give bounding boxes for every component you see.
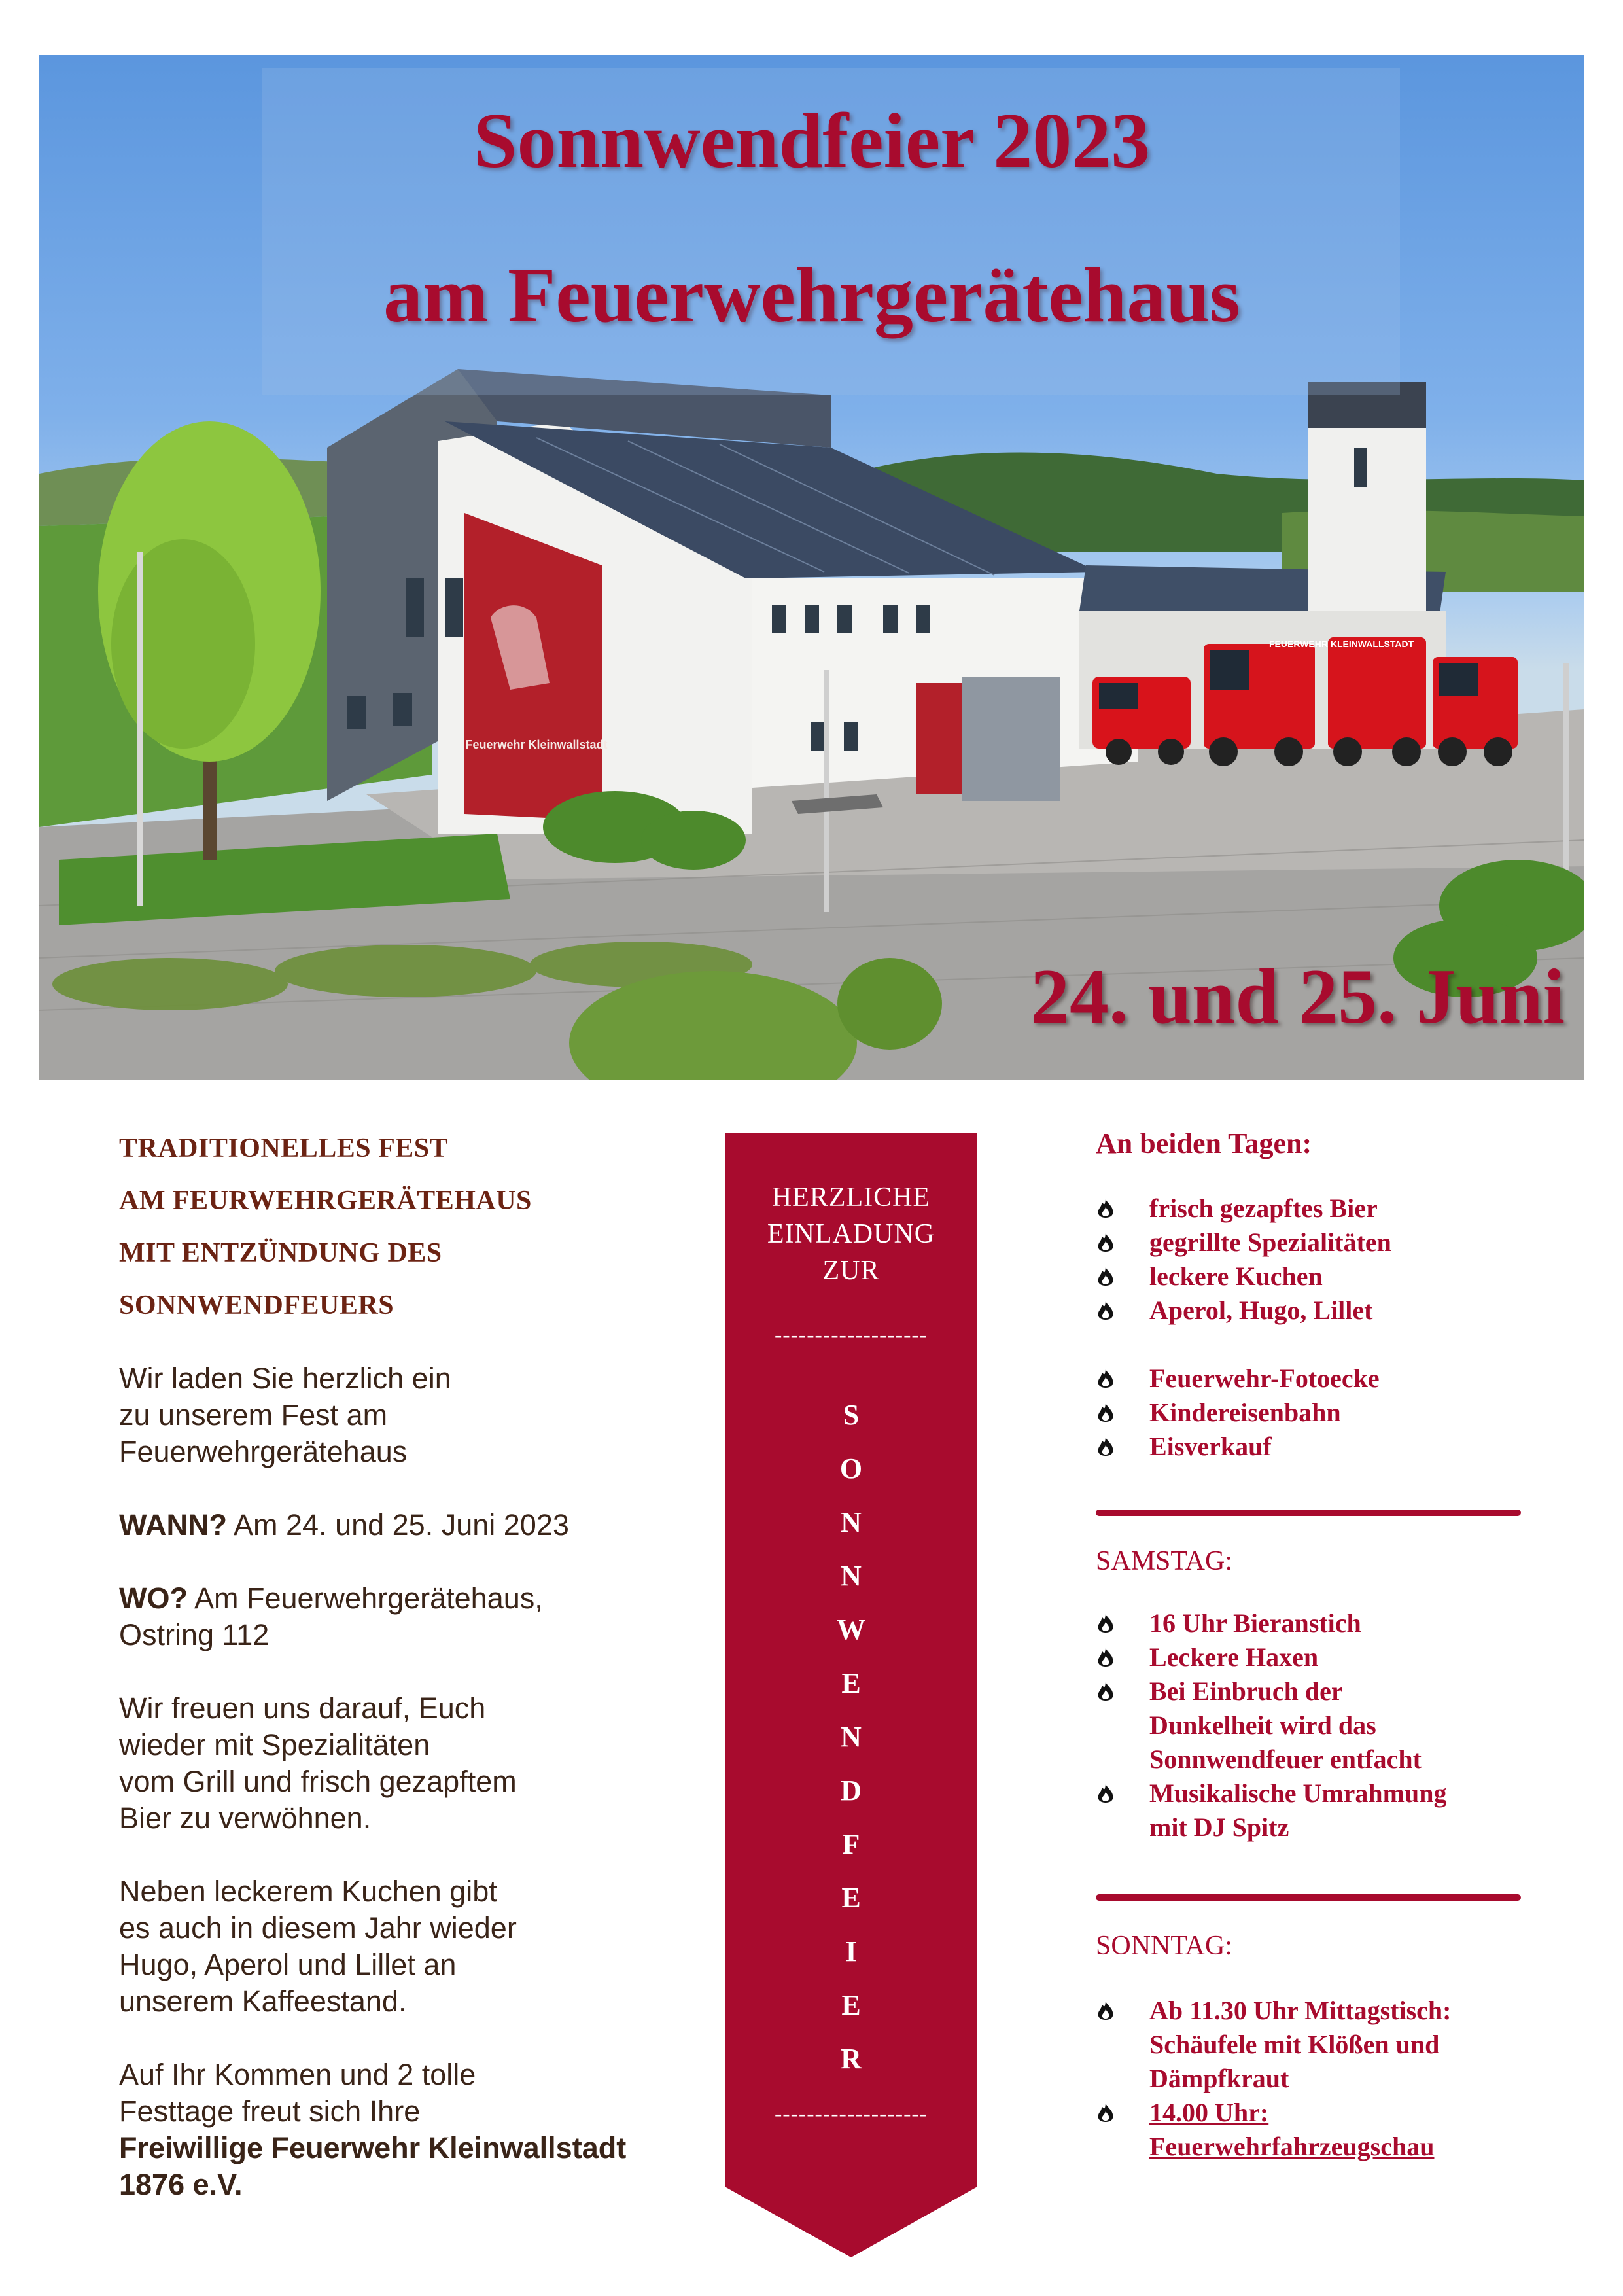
flame-icon <box>1096 1613 1115 1635</box>
when-value: Am 24. und 25. Juni 2023 <box>226 1508 569 1542</box>
banner-letter: O <box>839 1453 863 1485</box>
item-label: Sonnwendfeuer entfacht <box>1149 1744 1422 1774</box>
banner-letter: I <box>845 1935 857 1968</box>
banner-letter: E <box>841 1989 861 2021</box>
text-line: wieder mit Spezialitäten <box>119 1728 430 1761</box>
flame-icon <box>1096 1681 1115 1703</box>
traditional-heading <box>119 1122 708 1332</box>
invite-line: EINLADUNG <box>767 1219 935 1249</box>
event-date: 24. und 25. Juni <box>1030 953 1565 1040</box>
signature-name: Freiwillige Feuerwehr Kleinwallstadt <box>119 2131 627 2164</box>
heading-line: AM FEURWEHRGERÄTEHAUS <box>119 1186 532 1216</box>
hero-photo <box>39 55 1584 1080</box>
right-column <box>1096 1122 1567 2164</box>
flame-icon <box>1096 2102 1115 2125</box>
banner-letter: N <box>841 1560 862 1592</box>
text-line: es auch in diesem Jahr wieder <box>119 1911 517 1945</box>
list-item <box>1096 1640 1567 1674</box>
item-label: Bei Einbruch der <box>1149 1676 1343 1706</box>
invite-line: ZUR <box>822 1256 880 1286</box>
flame-icon <box>1096 1266 1115 1288</box>
banner-letter: S <box>843 1399 860 1431</box>
item-label: 16 Uhr Bieranstich <box>1149 1608 1361 1638</box>
item-label: leckere Kuchen <box>1149 1262 1323 1291</box>
text-line: Wir freuen uns darauf, Euch <box>119 1691 486 1725</box>
text-line: Wir laden Sie herzlich ein <box>119 1362 451 1395</box>
event-subtitle: am Feuerwehrgerätehaus <box>383 251 1240 338</box>
both-days-list-extra <box>1096 1362 1567 1464</box>
flame-icon <box>1096 1300 1115 1322</box>
flame-icon <box>1096 1368 1115 1390</box>
flame-icon <box>1096 1232 1115 1254</box>
text-line: Neben leckerem Kuchen gibt <box>119 1875 497 1908</box>
text-line: Hugo, Aperol und Lillet an <box>119 1948 457 1981</box>
item-label: Ab 11.30 Uhr Mittagstisch: <box>1149 1996 1452 2025</box>
text-line: vom Grill und frisch gezapftem <box>119 1765 517 1798</box>
text-line: Festtage freut sich Ihre <box>119 2094 421 2128</box>
left-column <box>119 1122 708 2203</box>
text-line: zu unserem Fest am <box>119 1398 388 1432</box>
banner-letter: D <box>841 1775 862 1807</box>
invitation-banner <box>725 1133 977 2257</box>
list-item <box>1096 2096 1567 2164</box>
banner-invite <box>725 1179 977 1289</box>
saturday-heading: SAMSTAG: <box>1096 1546 1233 1576</box>
sunday-list <box>1096 1994 1567 2164</box>
flame-icon <box>1096 1198 1115 1220</box>
list-item <box>1096 1260 1567 1294</box>
address-line: Ostring 112 <box>119 1618 270 1651</box>
banner-divider-top: ------------------- <box>774 1323 928 1347</box>
banner-letter: E <box>841 1667 861 1699</box>
event-title: Sonnwendfeier 2023 <box>473 97 1151 184</box>
flame-icon <box>1096 1402 1115 1424</box>
flame-icon <box>1096 1647 1115 1669</box>
invitation-text <box>119 1360 708 2203</box>
flame-icon <box>1096 2000 1115 2022</box>
when-label: WANN? <box>119 1508 227 1542</box>
heading-line: MIT ENTZÜNDUNG DES <box>119 1238 442 1268</box>
list-item <box>1096 1776 1567 1845</box>
banner-letter: W <box>837 1614 865 1646</box>
both-days-list <box>1096 1192 1567 1328</box>
item-label: Musikalische Umrahmung <box>1149 1778 1447 1808</box>
item-label: Feuerwehr-Fotoecke <box>1149 1364 1380 1393</box>
truck-sign: FEUERWEHR KLEINWALLSTADT <box>1269 639 1414 649</box>
banner-divider-bottom: ------------------- <box>774 2102 928 2126</box>
list-item <box>1096 1226 1567 1260</box>
item-label: Kindereisenbahn <box>1149 1398 1341 1427</box>
divider-rule <box>1096 1894 1521 1901</box>
list-item <box>1096 1430 1567 1464</box>
list-item <box>1096 1396 1567 1430</box>
banner-letter: N <box>841 1721 862 1753</box>
saturday-list <box>1096 1606 1567 1845</box>
heading-line: SONNWENDFEUERS <box>119 1290 394 1320</box>
where-value: Am Feuerwehrgerätehaus, <box>187 1581 543 1615</box>
where-line <box>119 1580 708 1617</box>
item-label: Dunkelheit wird das <box>1149 1710 1376 1740</box>
banner-letter: E <box>841 1882 861 1914</box>
text-line: Feuerwehrgerätehaus <box>119 1435 408 1468</box>
list-item <box>1096 1674 1567 1776</box>
where-label: WO? <box>119 1581 188 1615</box>
divider-rule <box>1096 1510 1521 1516</box>
list-item <box>1096 1994 1567 2096</box>
item-label: Dämpfkraut <box>1149 2064 1289 2093</box>
item-label: frisch gezapftes Bier <box>1149 1193 1378 1223</box>
text-line: Bier zu verwöhnen. <box>119 1801 372 1835</box>
item-label: Feuerwehrfahrzeugschau <box>1149 2132 1435 2161</box>
signature-year: 1876 e.V. <box>119 2168 243 2201</box>
banner-letter: F <box>842 1828 860 1860</box>
item-label: 14.00 Uhr: <box>1149 2098 1269 2127</box>
item-label: Leckere Haxen <box>1149 1642 1319 1672</box>
banner-letter: N <box>841 1506 862 1538</box>
list-item <box>1096 1362 1567 1396</box>
sunday-heading: SONNTAG: <box>1096 1931 1232 1961</box>
banner-vertical-word <box>725 1388 977 2086</box>
list-item <box>1096 1606 1567 1640</box>
item-label: Aperol, Hugo, Lillet <box>1149 1296 1373 1325</box>
heading-line: TRADITIONELLES FEST <box>119 1133 449 1163</box>
item-label: Eisverkauf <box>1149 1432 1272 1461</box>
text-line: unserem Kaffeestand. <box>119 1985 407 2018</box>
list-item <box>1096 1192 1567 1226</box>
item-label: Schäufele mit Klößen und <box>1149 2030 1440 2059</box>
item-label: mit DJ Spitz <box>1149 1812 1289 1842</box>
photo-sign: Feuerwehr Kleinwallstadt <box>465 738 608 751</box>
when-line <box>119 1507 708 1544</box>
flame-icon <box>1096 1436 1115 1458</box>
list-item <box>1096 1294 1567 1328</box>
both-days-heading: An beiden Tagen: <box>1096 1127 1312 1159</box>
item-label: gegrillte Spezialitäten <box>1149 1227 1391 1257</box>
flame-icon <box>1096 1783 1115 1805</box>
text-line: Auf Ihr Kommen und 2 tolle <box>119 2058 476 2091</box>
banner-letter: R <box>841 2043 862 2075</box>
invite-line: HERZLICHE <box>771 1182 931 1212</box>
